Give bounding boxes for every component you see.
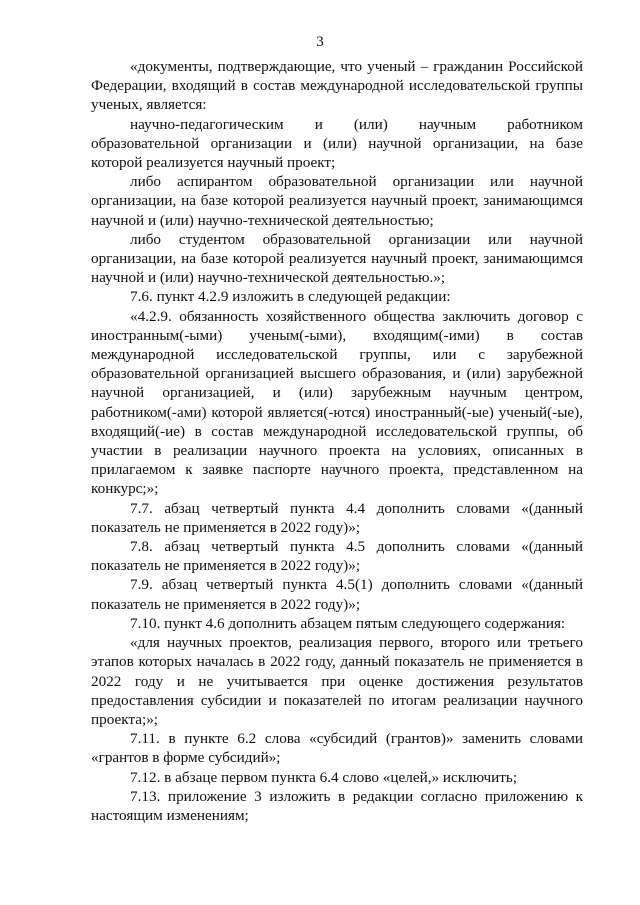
paragraph-7-9: 7.9. абзац четвертый пункта 4.5(1) дополнить словами «(данный показатель не применяется в 2022 году)»; [91, 576, 583, 613]
paragraph-7-11: 7.11. в пункте 6.2 слова «субсидий (грантов)» заменить словами «грантов в форме субсидий»; [91, 730, 583, 767]
paragraph-7-10: 7.10. пункт 4.6 дополнить абзацем пятым следующего содержания: [130, 614, 566, 632]
paragraph-7-13: 7.13. приложение 3 изложить в редакции согласно приложению к настоящим изменениям; [91, 787, 583, 824]
page-number: 3 [316, 34, 324, 50]
paragraph-7-7: 7.7. абзац четвертый пункта 4.4 дополнить словами «(данный показатель не применяется в 2022 году)»; [91, 499, 583, 536]
paragraph-student: либо студентом образовательной организации или научной организации, на базе которой реализуется научный проект, занимающимся научной и (или) научно-технической деятельностью.»; [91, 230, 583, 287]
paragraph-7-8: 7.8. абзац четвертый пункта 4.5 дополнить словами «(данный показатель не применяется в 2022 году)»; [91, 538, 583, 575]
paragraph-research-worker: научно-педагогическим и (или) научным работником образовательной организации и (или) научной организации, на базе которой реализуется научный проект; [91, 115, 583, 172]
paragraph-7-6: 7.6. пункт 4.2.9 изложить в следующей редакции: [130, 288, 451, 306]
paragraph-postgraduate: либо аспирантом образовательной организации или научной организации, на базе которой реализуется научный проект, занимающимся научной и (или) научно-технической деятельностью; [91, 173, 583, 229]
document-body [91, 57, 583, 825]
paragraph-4-2-9: «4.2.9. обязанность хозяйственного общества заключить договор с иностранным(-ыми) ученым(-ыми), входящим(-ими) в состав международной исследовательской группы, или с зарубежной образовательной организацией высшего образования, и (или) зарубежной научной организацией, и (или) зарубежным научным центром, работником(-ами) которой является(-ются) иностранный(-ые) ученый(-ые), входящий(-ие) в состав международной исследовательской группы, об участии в реализации научного проекта на условиях, описанных в прилагаемом к заявке паспорте научного проекта, представленном на конкурс;»; [91, 307, 583, 498]
paragraph-documents-intro: «документы, подтверждающие, что ученый – гражданин Российской Федерации, входящий в состав международной исследовательской группы ученых, является: [91, 58, 583, 114]
paragraph-7-12: 7.12. в абзаце первом пункта 6.4 слово «целей,» исключить; [130, 768, 518, 786]
paragraph-scientific-projects: «для научных проектов, реализация первого, второго или третьего этапов которых началась в 2022 году, данный показатель не применяется в 2022 году и не учитывается при оценке достижения результатов предоставления субсидии и показателей по итогам реализации научного проекта;»; [91, 634, 583, 728]
